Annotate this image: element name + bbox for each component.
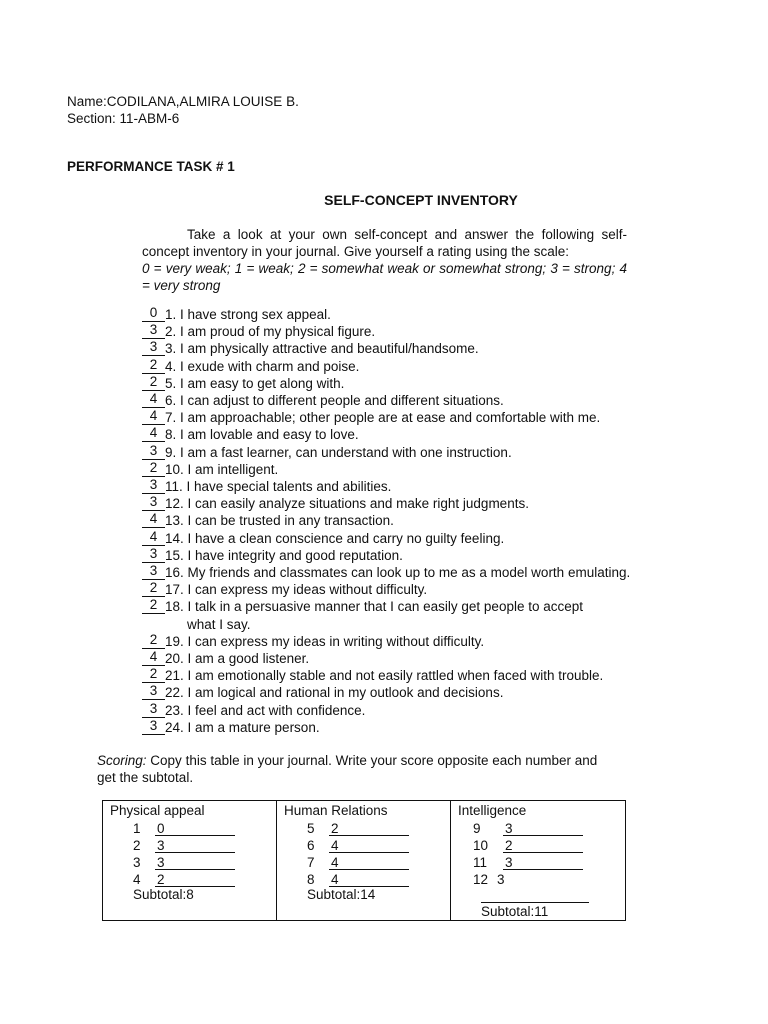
score-row — [473, 837, 583, 854]
item-score: 3 — [142, 547, 165, 563]
inventory-item — [142, 444, 662, 461]
item-number: 8 — [307, 872, 315, 887]
inventory-item — [142, 598, 662, 615]
item-text: 14. I have a clean conscience and carry no guilty feeling. — [165, 530, 505, 546]
inventory-item — [142, 375, 662, 392]
inventory-item — [142, 461, 662, 478]
item-text: 1. I have strong sex appeal. — [165, 307, 331, 322]
score-value: 0 — [155, 822, 235, 836]
item-text: 4. I exude with charm and poise. — [165, 358, 360, 374]
inventory-item — [142, 702, 662, 719]
physical-appeal-column — [103, 801, 277, 921]
item-score: 3 — [142, 684, 165, 700]
item-text: 22. I am logical and rational in my outlook and decisions. — [165, 685, 504, 701]
item-text: 11. I have special talents and abilities. — [165, 479, 392, 495]
student-section: Section: 11-ABM-6 — [67, 111, 180, 126]
subtotal: Subtotal:11 — [481, 904, 549, 919]
column-header: Physical appeal — [110, 803, 205, 818]
item-text: 19. I can express my ideas in writing without difficulty. — [165, 633, 485, 649]
item-text: 20. I am a good listener. — [165, 651, 310, 667]
score-row — [307, 871, 409, 888]
scoring-text: Copy this table in your journal. Write your score opposite each number and get the subtotal. — [97, 753, 598, 785]
item-text: 8. I am lovable and easy to love. — [165, 427, 359, 443]
inventory-item — [142, 323, 662, 340]
item-number: 3 — [133, 855, 141, 870]
item-number: 12 — [473, 872, 489, 887]
score-row — [133, 820, 235, 837]
item-score: 4 — [142, 426, 165, 442]
item-text: 5. I am easy to get along with. — [165, 375, 345, 391]
item-text-continuation: what I say. — [187, 616, 251, 632]
item-score: 3 — [142, 478, 165, 494]
score-value: 3 — [155, 856, 235, 870]
item-score: 3 — [142, 323, 165, 339]
score-row — [133, 837, 235, 854]
score-value: 4 — [329, 856, 409, 870]
inventory-item — [142, 495, 662, 512]
item-text: 16. My friends and classmates can look up to me as a model worth emulating. — [165, 565, 631, 581]
item-score: 2 — [142, 461, 165, 477]
score-row — [473, 820, 583, 837]
score-value: 3 — [503, 856, 583, 870]
item-score: 3 — [142, 564, 165, 580]
item-number: 1 — [133, 821, 141, 836]
item-score: 2 — [142, 581, 165, 597]
score-row — [473, 871, 515, 888]
score-row — [133, 871, 235, 888]
item-number: 4 — [133, 872, 141, 887]
score-value: 3 — [503, 822, 583, 836]
item-score: 3 — [142, 495, 165, 511]
inventory-item — [142, 340, 662, 357]
scoring-instructions — [97, 752, 617, 786]
item-score: 3 — [142, 340, 165, 356]
item-number: 2 — [133, 838, 141, 853]
item-score: 3 — [142, 702, 165, 718]
student-name: Name:CODILANA,ALMIRA LOUISE B. — [67, 94, 299, 109]
rating-scale: 0 = very weak; 1 = weak; 2 = somewhat weak or somewhat strong; 3 = strong; 4 = very strong — [142, 261, 627, 293]
inventory-item — [142, 392, 662, 409]
inventory-item — [142, 409, 662, 426]
item-text: 6. I can adjust to different people and different situations. — [165, 393, 504, 409]
item-score: 2 — [142, 375, 165, 391]
inventory-item — [142, 719, 662, 736]
scoring-label: Scoring: — [97, 753, 147, 768]
inventory-item — [142, 358, 662, 375]
item-text: 2. I am proud of my physical figure. — [165, 324, 376, 340]
inventory-item — [142, 581, 662, 598]
score-value: 2 — [329, 822, 409, 836]
column-header: Human Relations — [284, 803, 388, 818]
item-score: 0 — [142, 306, 165, 322]
item-number: 9 — [473, 821, 481, 836]
item-text: 17. I can express my ideas without difficulty. — [165, 582, 428, 598]
item-score: 2 — [142, 667, 165, 683]
item-number: 11 — [473, 855, 488, 870]
score-row — [133, 854, 235, 871]
inventory-item — [142, 512, 662, 529]
score-row — [307, 854, 409, 871]
document-title: SELF-CONCEPT INVENTORY — [324, 192, 518, 208]
item-score: 3 — [142, 719, 165, 735]
task-title: PERFORMANCE TASK # 1 — [67, 159, 235, 174]
subtotal: Subtotal:14 — [307, 887, 376, 902]
item-text: 9. I am a fast learner, can understand with one instruction. — [165, 444, 512, 460]
score-value: 2 — [155, 873, 235, 887]
item-text: 23. I feel and act with confidence. — [165, 702, 366, 718]
item-number: 5 — [307, 821, 315, 836]
score-value: 4 — [329, 839, 409, 853]
human-relations-column — [277, 801, 451, 921]
item-text: 3. I am physically attractive and beautiful/handsome. — [165, 341, 479, 357]
item-score: 2 — [142, 358, 165, 374]
item-text: 13. I can be trusted in any transaction. — [165, 513, 394, 529]
item-score: 4 — [142, 530, 165, 546]
inventory-item — [142, 564, 662, 581]
score-value: 3 — [497, 872, 505, 887]
item-text: 10. I am intelligent. — [165, 461, 279, 477]
inventory-item — [142, 306, 662, 323]
score-row — [307, 820, 409, 837]
instructions — [142, 226, 627, 294]
item-score: 2 — [142, 633, 165, 649]
inventory-item — [142, 426, 662, 443]
inventory-item — [142, 530, 662, 547]
score-value: 3 — [155, 839, 235, 853]
item-text: 15. I have integrity and good reputation. — [165, 547, 403, 563]
score-row — [473, 854, 583, 871]
item-number: 7 — [307, 855, 315, 870]
inventory-item — [142, 650, 662, 667]
inventory-item — [142, 547, 662, 564]
inventory-item — [142, 667, 662, 684]
inventory-item — [142, 633, 662, 650]
inventory-item — [142, 684, 662, 701]
item-score: 4 — [142, 392, 165, 408]
score-value: 2 — [503, 839, 583, 853]
subtotal-underline — [481, 902, 589, 903]
item-number: 6 — [307, 838, 315, 853]
score-value: 4 — [329, 873, 409, 887]
item-score: 2 — [142, 598, 165, 614]
item-text: 18. I talk in a persuasive manner that I can easily get people to accept — [165, 599, 583, 615]
inventory-item — [142, 478, 662, 495]
item-score: 4 — [142, 650, 165, 666]
item-text: 12. I can easily analyze situations and make right judgments. — [165, 496, 529, 512]
item-score: 4 — [142, 512, 165, 528]
score-row — [307, 837, 409, 854]
item-text: 24. I am a mature person. — [165, 719, 320, 735]
column-header: Intelligence — [458, 803, 527, 818]
item-text: 7. I am approachable; other people are at ease and comfortable with me. — [165, 410, 601, 426]
item-score: 3 — [142, 444, 165, 460]
inventory-list — [142, 306, 662, 736]
item-score: 4 — [142, 409, 165, 425]
intelligence-column — [451, 801, 626, 921]
subtotal: Subtotal:8 — [133, 887, 194, 902]
item-text: 21. I am emotionally stable and not easily rattled when faced with trouble. — [165, 668, 604, 684]
instructions-paragraph: Take a look at your own self-concept and answer the following self-concept inventory in your journal. Give yourself a rating using the scale: — [142, 227, 627, 259]
item-number: 10 — [473, 838, 489, 853]
score-table — [102, 800, 626, 921]
